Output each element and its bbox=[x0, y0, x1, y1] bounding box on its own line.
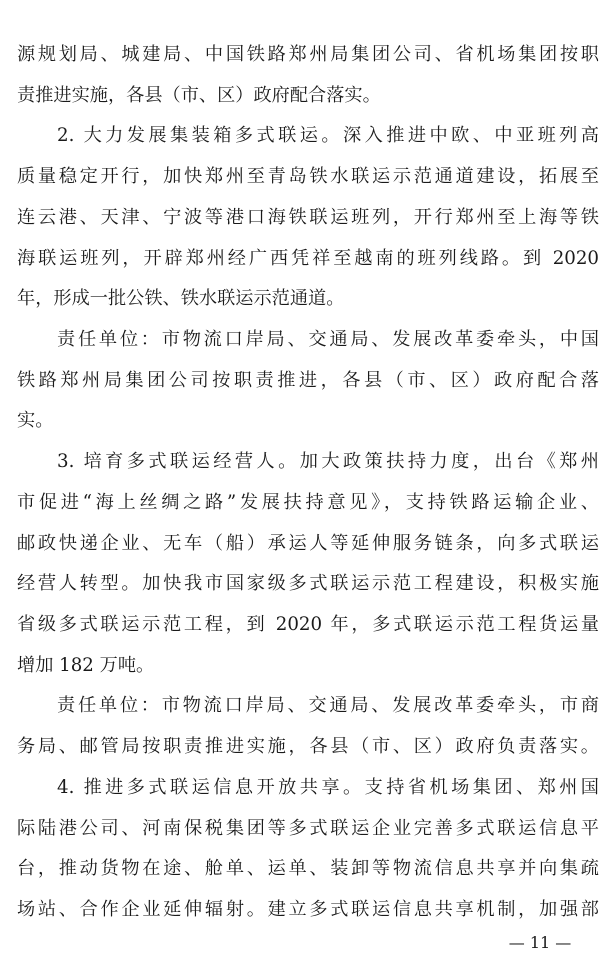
text-line: 省级多式联运示范工程，到 2020 年，多式联运示范工程货运量 bbox=[17, 614, 599, 635]
text-line: 源规划局、城建局、中国铁路郑州局集团公司、省机场集团按职 bbox=[17, 44, 599, 65]
text-line: 际陆港公司、河南保税集团等多式联运企业完善多式联运信息平 bbox=[17, 817, 599, 839]
text-line: 质量稳定开行，加快郑州至青岛铁水联运示范通道建设，拓展至 bbox=[17, 166, 599, 188]
text-line: 经营人转型。加快我市国家级多式联运示范工程建设，积极实施 bbox=[17, 573, 599, 595]
text-line: 3. 培育多式联运经营人。加大政策扶持力度，出台《郑州 bbox=[57, 451, 599, 473]
text-line: 增加 182 万吨。 bbox=[17, 654, 155, 676]
text-line: 铁路郑州局集团公司按职责推进，各县（市、区）政府配合落 bbox=[17, 369, 599, 391]
page-number: — 11 — bbox=[508, 933, 572, 952]
text-line: 务局、邮管局按职责推进实施，各县（市、区）政府负责落实。 bbox=[17, 736, 599, 758]
text-line: 场站、合作企业延伸辐射。建立多式联运信息共享机制，加强部 bbox=[17, 899, 599, 920]
text-line: 责推进实施，各县（市、区）政府配合落实。 bbox=[17, 84, 381, 106]
text-line: 台，推动货物在途、舱单、运单、装卸等物流信息共享并向集疏 bbox=[17, 858, 599, 880]
text-line: 责任单位：市物流口岸局、交通局、发展改革委牵头，市商 bbox=[57, 695, 599, 717]
text-line: 邮政快递企业、无车（船）承运人等延伸服务链条，向多式联运 bbox=[17, 532, 599, 554]
text-line: 年，形成一批公铁、铁水联运示范通道。 bbox=[17, 288, 345, 310]
text-line: 2. 大力发展集装箱多式联运。深入推进中欧、中亚班列高 bbox=[57, 125, 599, 147]
text-line: 海联运班列，开辟郑州经广西凭祥至越南的班列线路。到 2020 bbox=[17, 247, 599, 269]
text-line: 实。 bbox=[17, 410, 54, 432]
text-line: 4. 推进多式联运信息开放共享。支持省机场集团、郑州国 bbox=[57, 776, 599, 798]
text-line: 责任单位：市物流口岸局、交通局、发展改革委牵头，中国 bbox=[57, 329, 599, 350]
text-line: 市促进“海上丝绸之路”发展扶持意见》，支持铁路运输企业、 bbox=[17, 491, 599, 513]
text-line: 连云港、天津、宁波等港口海铁联运班列，开行郑州至上海等铁 bbox=[17, 206, 599, 228]
